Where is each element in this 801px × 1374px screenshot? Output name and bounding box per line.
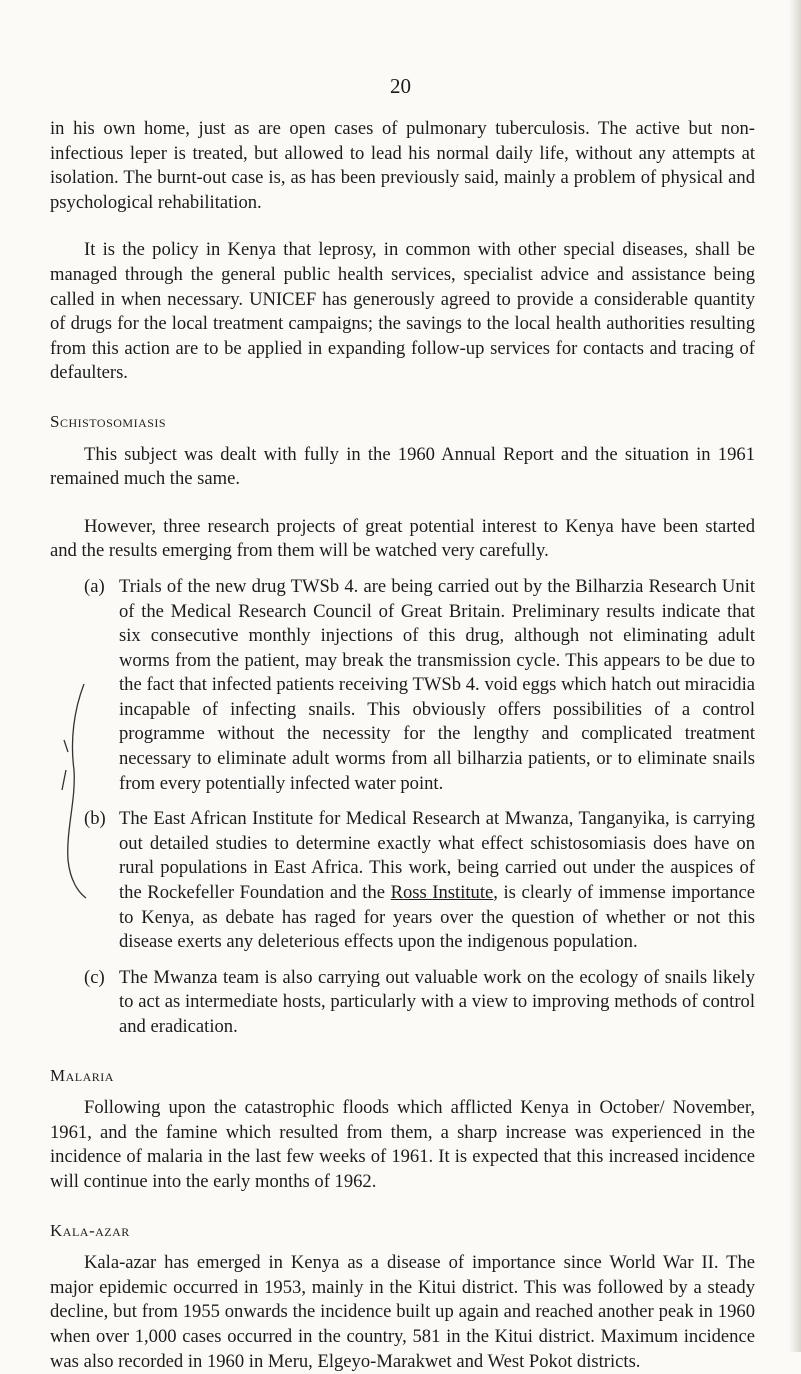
heading-malaria: Malaria <box>50 1065 114 1085</box>
paragraph-schisto-2: However, three research projects of great potential interest to Kenya have been started and the results emerging from them will be watched very carefully. <box>50 515 755 562</box>
list-label: (a) <box>84 575 105 597</box>
paragraph-leprosy-continued: in his own home, just as are open cases of pulmonary tuberculosis. The active but non-infectious leper is treated, but allowed to lead his normal daily life, without any attempts at isolation. The burnt-out case is, as has been previously said, mainly a problem of physical and psychological rehabilitation. <box>50 118 755 213</box>
paragraph-malaria: Following upon the catastrophic floods which afflicted Kenya in October/ November, 1961, and the famine which resulted from them, a sharp increase was experienced in the incidence of malaria in the last few weeks of 1961. It is expected that this increased incidence will continue into the early months of 1962. <box>50 1097 755 1192</box>
paragraph-leprosy-policy: It is the policy in Kenya that leprosy, in common with other special diseases, shall be managed through the general public health services, specialist advice and assistance being called in when necessary. UNICEF has generously agreed to provide a considerable quantity of drugs for the local treatment campaigns; the savings to the local health authorities resulting from this action are to be applied in expanding follow-up services for contacts and tracing of defaulters. <box>50 239 755 384</box>
list-item-c <box>50 966 755 1040</box>
list-item-a <box>50 575 755 796</box>
list-item-b <box>50 807 755 955</box>
list-label: (b) <box>84 808 106 830</box>
page-number: 20 <box>390 74 411 98</box>
page-edge-shadow <box>789 0 801 1352</box>
paragraph-schisto-1: This subject was dealt with fully in the 1960 Annual Report and the situation in 1961 remained much the same. <box>50 443 755 490</box>
list-item-text: The East African Institute for Medical Research at Mwanza, Tanganyika, is carrying out detailed studies to determine exactly what effect schistosomiasis does have on rural populations in East Africa. This work, being carried out under the auspices of the Rockefeller Foundation and the Ross Institute, is clearly of immense importance to Kenya, as debate has raged for years over the question of whether or not this disease exerts any deleterious effects upon the indigenous population. <box>119 808 755 953</box>
document-body <box>50 117 755 1374</box>
paragraph-kala-azar: Kala-azar has emerged in Kenya as a disease of importance since World War II. The major epidemic occurred in 1953, mainly in the Kitui district. This was followed by a steady decline, but from 1955 onwards the incidence built up again and reached another peak in 1960 when over 1,000 cases occurred in the country, 581 in the Kitui district. Maximum incidence was also recorded in 1960 in Meru, Elgeyo-Marakwet and West Pokot districts. <box>50 1252 755 1372</box>
list-item-text: The Mwanza team is also carrying out valuable work on the ecology of snails likely to act as intermediate hosts, particularly with a view to improving methods of control and eradication. <box>119 966 755 1037</box>
underlined-ross-institute: Ross Institute <box>390 882 494 904</box>
heading-kala-azar: Kala-azar <box>50 1220 130 1240</box>
list-label: (c) <box>84 966 105 988</box>
list-item-text: Trials of the new drug TWSb 4. are being carried out by the Bilharzia Research Unit of the Medical Research Council of Great Britain. Preliminary results indicate that six consecutive monthly injections of this drug, although not eliminating adult worms from the patient, may break the transmission cycle. This appears to be due to the fact that infected patients receiving TWSb 4. void eggs which hatch out miracidia incapable of infecting snails. This obviously offers possibilities of a control programme without the necessity for the lengthy and complicated treatment necessary to eliminate adult worms from all bilharzia patients, or to eliminate snails from every potentially infected water point. <box>119 575 755 794</box>
heading-schistosomiasis: Schistosomiasis <box>50 411 167 431</box>
